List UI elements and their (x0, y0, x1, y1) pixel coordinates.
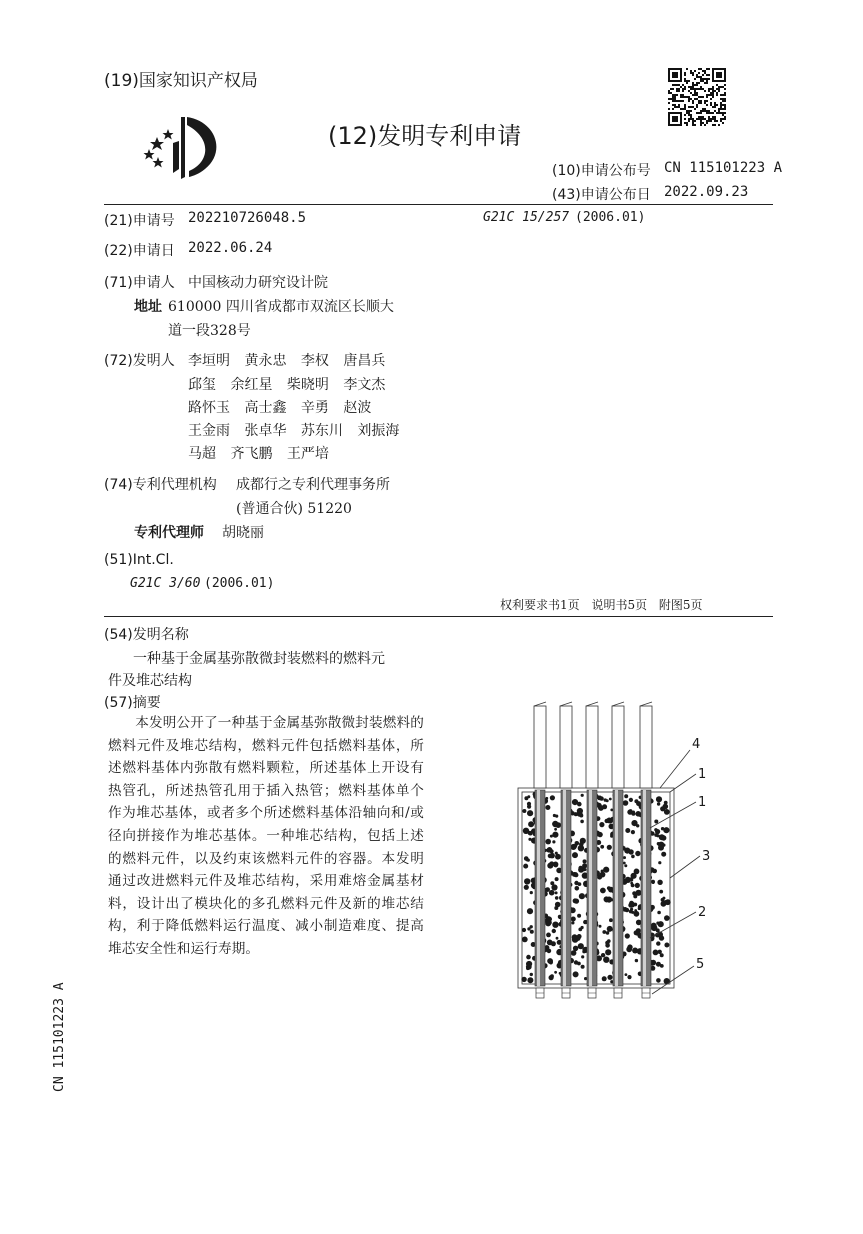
fuel-element-figure (500, 698, 720, 1010)
application-number-label: (21)申请号 (104, 213, 175, 229)
inventor-label: (72)发明人 (104, 353, 175, 369)
applicant: 中国核动力研究设计院 (188, 275, 328, 291)
invention-title-line-1: 一种基于金属基弥散微封装燃料的燃料元 (133, 651, 385, 667)
figure-label: 1 (698, 795, 707, 810)
agency-line-1: 成都行之专利代理事务所 (236, 477, 390, 493)
inventor-line: 王金雨 张卓华 苏东川 刘振海 (188, 423, 400, 439)
intcl-code: G21C 3/60 (130, 576, 201, 591)
agency-label: (74)专利代理机构 (104, 477, 217, 493)
filing-date: 2022.06.24 (188, 240, 273, 256)
figure-label: 1 (698, 767, 707, 782)
ipc-main: G21C 15/257 (483, 210, 570, 225)
agent-label: 专利代理师 (134, 525, 204, 541)
side-publication-code: CN 115101223 A (52, 982, 67, 1092)
cnipa-logo-icon (143, 113, 225, 181)
figure-label: 4 (692, 737, 701, 752)
publication-number-label: (10)申请公布号 (552, 163, 651, 179)
title-label: (54)发明名称 (104, 627, 189, 643)
address-line-1: 610000 四川省成都市双流区长顺大 (168, 299, 394, 315)
document-type: (12)发明专利申请 (328, 122, 522, 150)
publication-date-label: (43)申请公布日 (552, 187, 651, 203)
address-line-2: 道一段328号 (168, 323, 251, 339)
inventor-line: 邱玺 余红星 柴晓明 李文杰 (188, 377, 386, 393)
abstract-label: (57)摘要 (104, 695, 161, 711)
publication-date: 2022.09.23 (664, 184, 749, 200)
inventor-line: 李垣明 黄永忠 李权 唐昌兵 (188, 353, 386, 369)
applicant-label: (71)申请人 (104, 275, 175, 291)
application-number: 202210726048.5 (188, 210, 307, 226)
address-label: 地址 (134, 299, 162, 315)
qr-code-icon (668, 68, 726, 126)
intcl-label: (51)Int.Cl. (104, 552, 174, 568)
filing-date-label: (22)申请日 (104, 243, 175, 259)
figure-label: 2 (698, 905, 707, 920)
header-rule (104, 204, 773, 205)
page-counts: 权利要求书1页 说明书5页 附图5页 (500, 598, 703, 612)
ipc-main-version: (2006.01) (575, 210, 646, 225)
inventor-line: 路怀玉 高士鑫 辛勇 赵波 (188, 400, 372, 416)
agency-line-2: (普通合伙) 51220 (236, 501, 352, 517)
agent-name: 胡晓丽 (222, 525, 264, 541)
figure-label: 3 (702, 849, 711, 864)
inventor-line: 马超 齐飞鹏 王严培 (188, 446, 329, 462)
figure-label: 5 (696, 957, 705, 972)
intcl-version: (2006.01) (204, 576, 275, 591)
publication-number: CN 115101223 A (664, 160, 783, 176)
office-name: (19)国家知识产权局 (104, 71, 258, 91)
biblio-rule (104, 616, 773, 617)
invention-title-line-2: 件及堆芯结构 (108, 673, 192, 689)
abstract-text: 本发明公开了一种基于金属基弥散微封装燃料的燃料元件及堆芯结构，燃料元件包括燃料基体，所述燃料基体内弥散有燃料颗粒，所述基体上开设有热管孔，所述热管孔用于插入热管；燃料基体单个作为堆芯基体，或者多个所述燃料基体沿轴向和/或径向拼接作为堆芯基体。一种堆芯结构，包括上述的燃料元件，以及约束该燃料元件的容器。本发明通过改进燃料元件及堆芯结构，采用难熔金属基材料，设计出了模块化的多孔燃料元件及新的堆芯结构，利于降低燃料运行温度、减小制造难度、提高堆芯安全性和运行寿期。 (108, 715, 424, 957)
